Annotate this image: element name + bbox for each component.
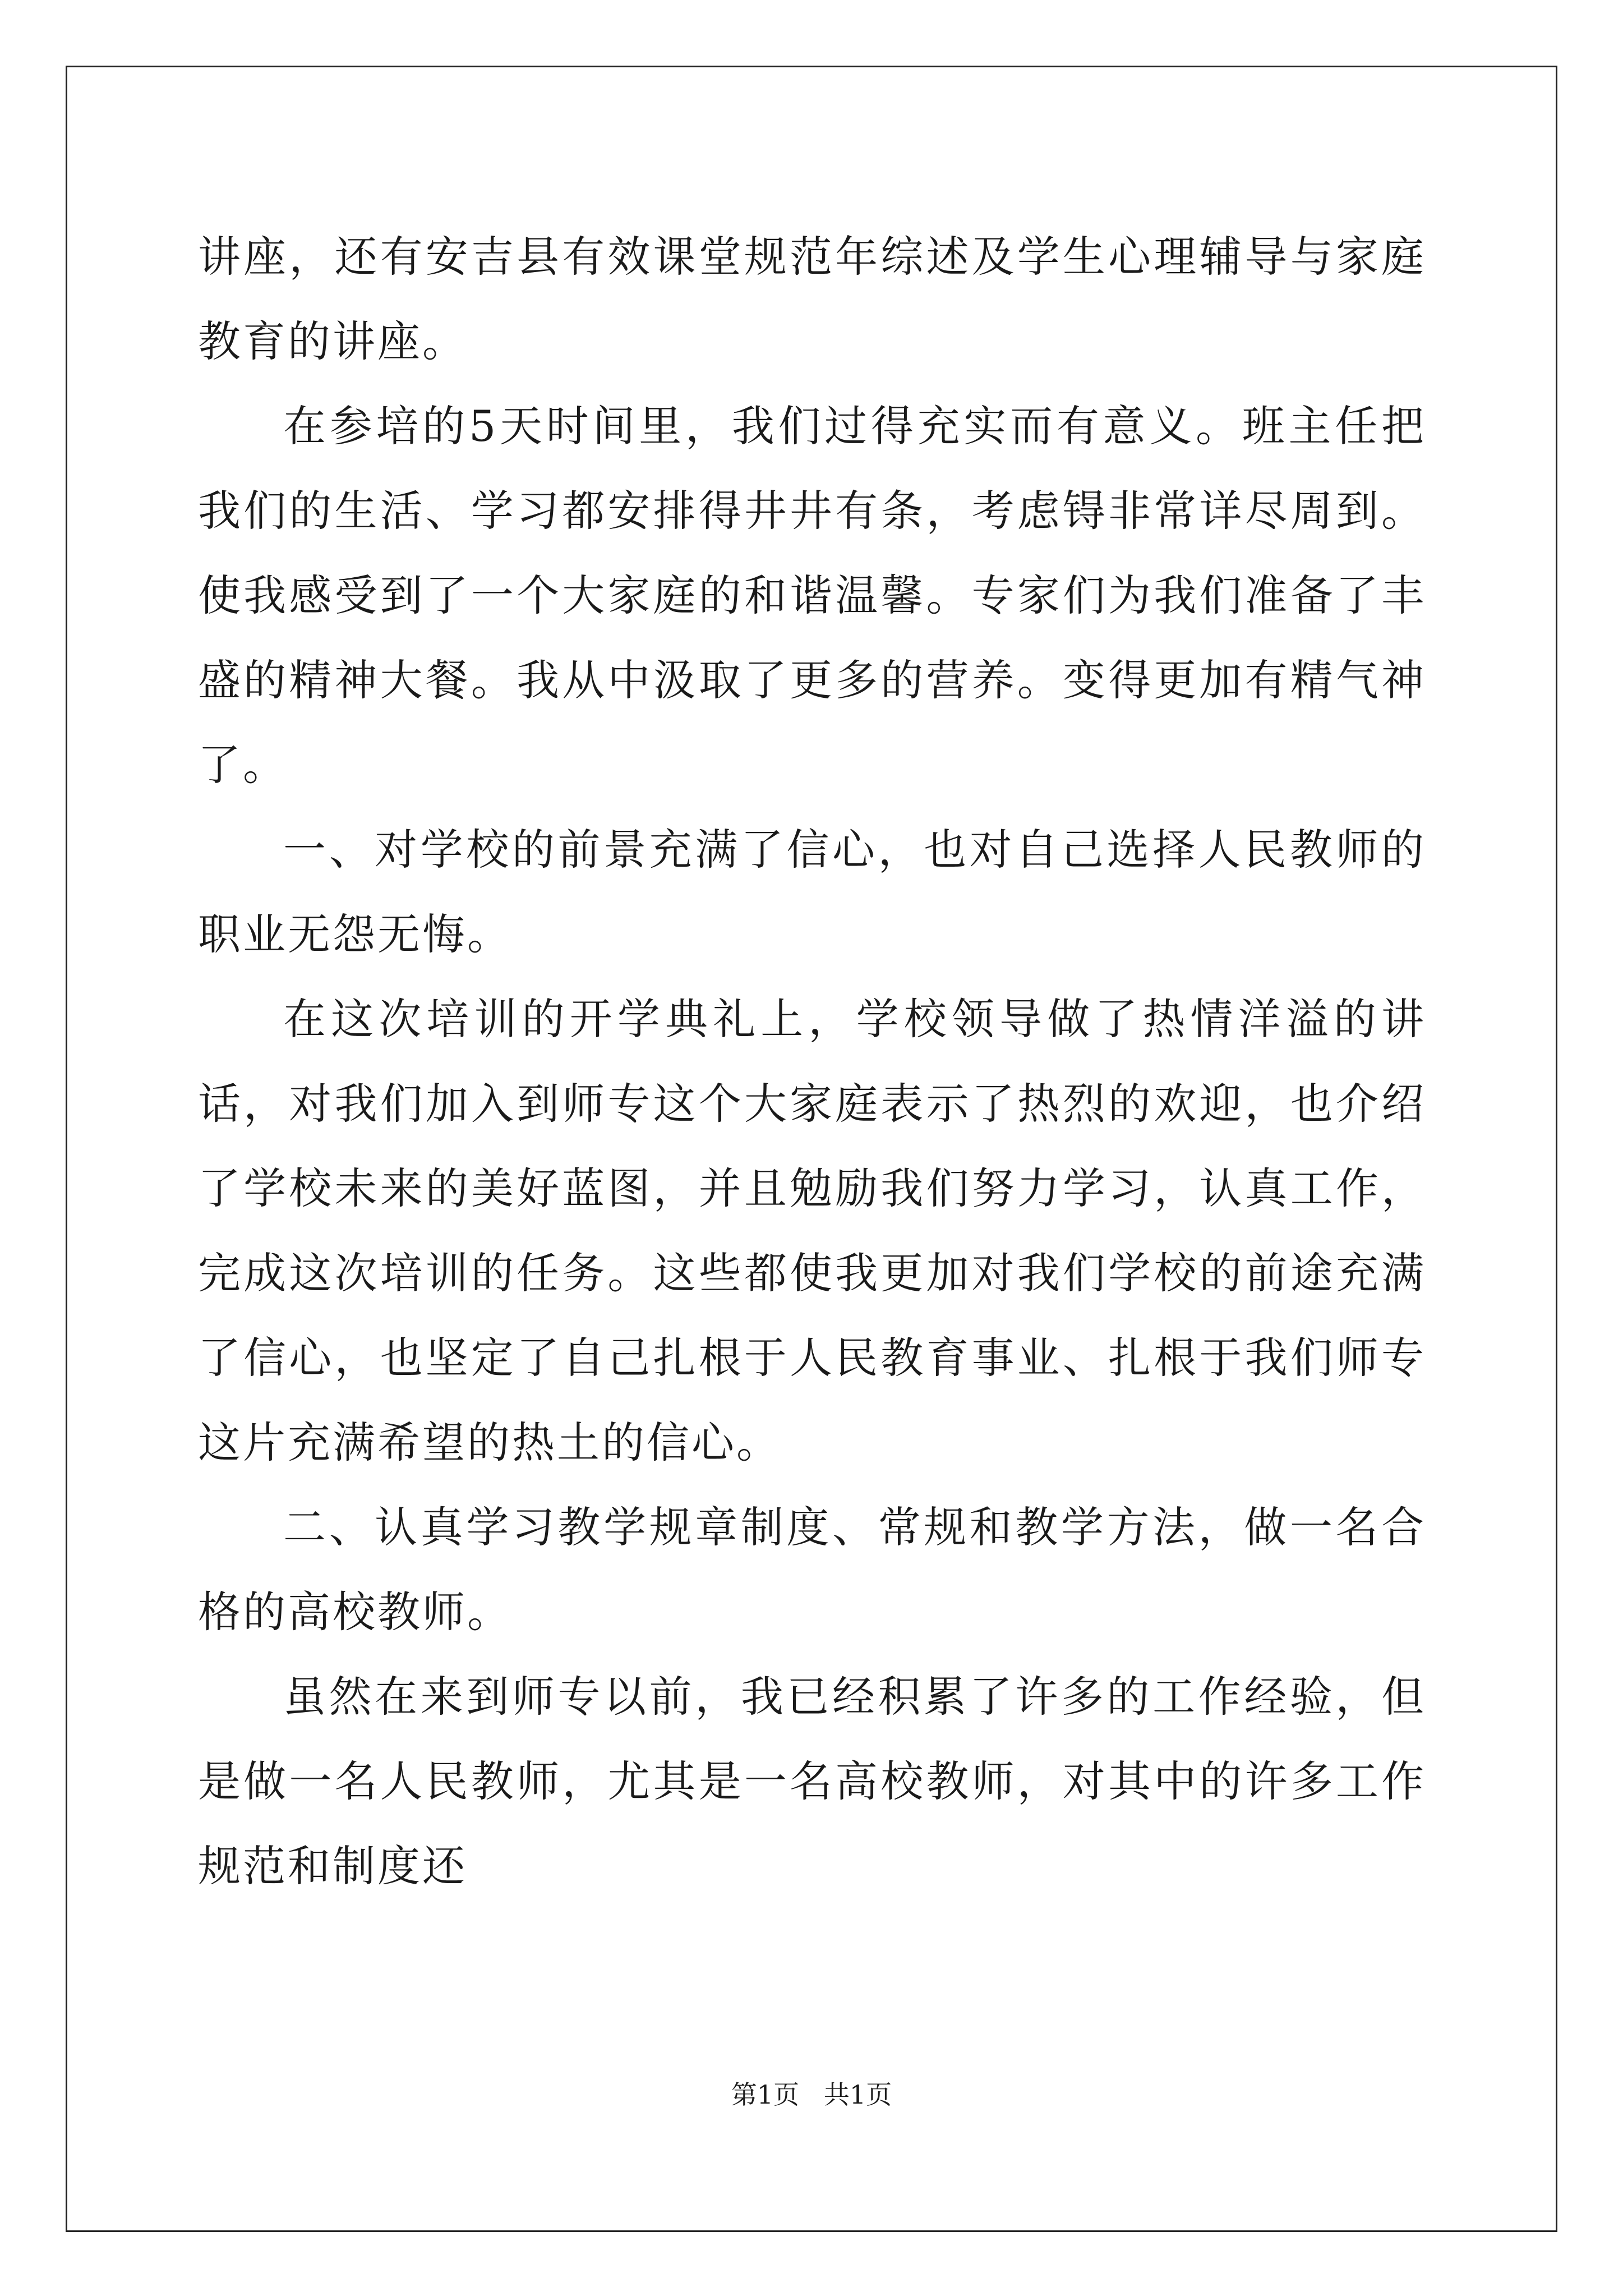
document-body (198, 214, 1426, 1908)
paragraph: 虽然在来到师专以前，我已经积累了许多的工作经验，但是做一名人民教师，尤其是一名高校教师，对其中的许多工作规范和制度还 (198, 1672, 1426, 1891)
paragraph: 在参培的5天时间里，我们过得充实而有意义。班主任把我们的生活、学习都安排得井井有条，考虑锝非常详尽周到。使我感受到了一个大家庭的和谐温馨。专家们为我们准备了丰盛的精神大餐。我从中汲取了更多的营养。变得更加有精气神了。 (198, 401, 1426, 790)
paragraph: 二、认真学习教学规章制度、常规和教学方法，做一名合格的高校教师。 (198, 1502, 1426, 1637)
page-footer: 第1页 共1页 (731, 2079, 892, 2110)
paragraph: 在这次培训的开学典礼上，学校领导做了热情洋溢的讲话，对我们加入到师专这个大家庭表示了热烈的欢迎，也介绍了学校未来的美好蓝图，并且勉励我们努力学习，认真工作，完成这次培训的任务。这些都使我更加对我们学校的前途充满了信心，也坚定了自己扎根于人民教育事业、扎根于我们师专这片充满希望的热土的信心。 (198, 994, 1426, 1467)
paragraph: 一、对学校的前景充满了信心，也对自己选择人民教师的职业无怨无悔。 (198, 825, 1426, 959)
paragraph: 讲座，还有安吉县有效课堂规范年综述及学生心理辅导与家庭教育的讲座。 (198, 232, 1426, 366)
